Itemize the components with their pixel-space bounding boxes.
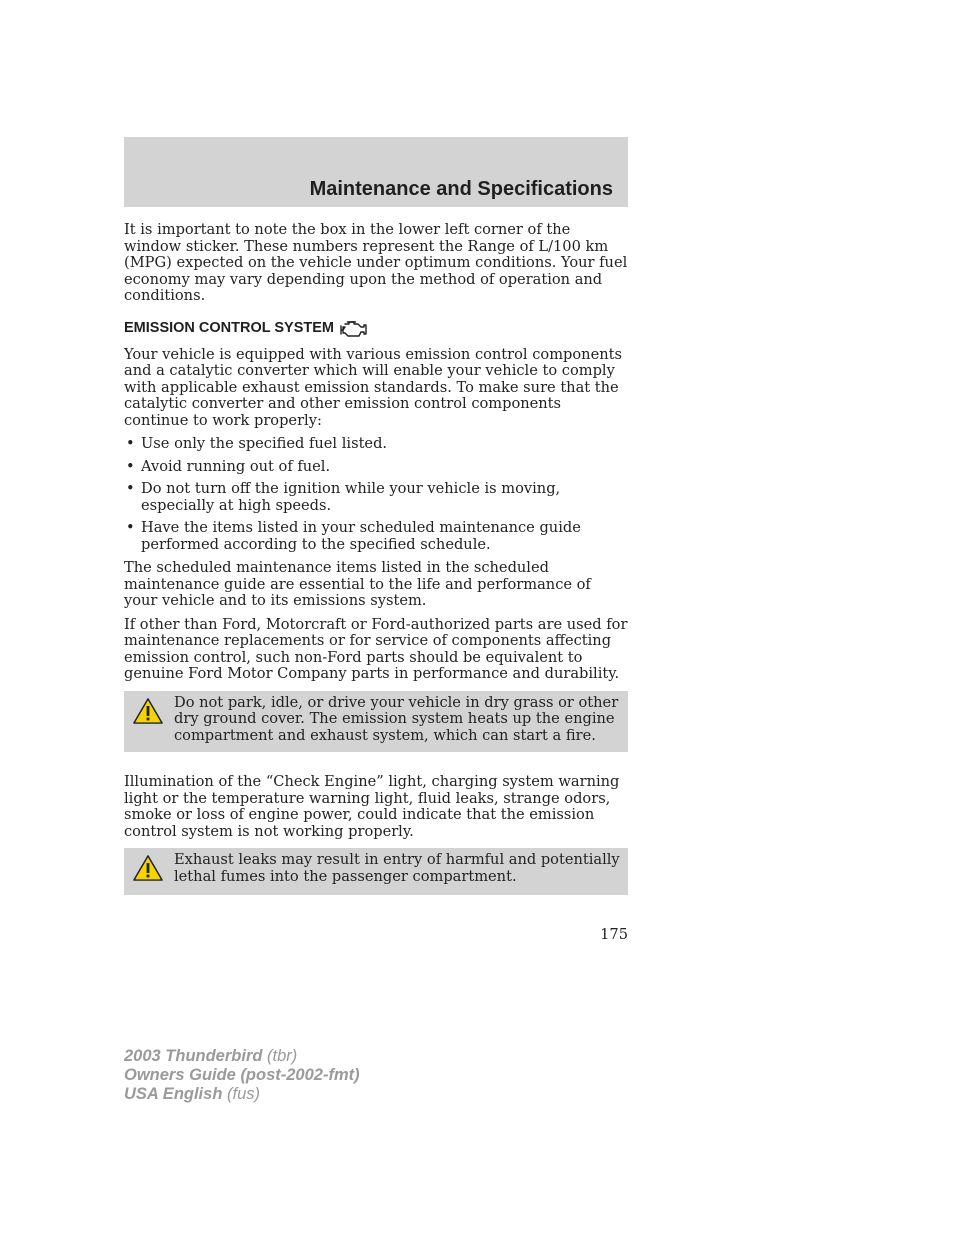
intro-paragraph: It is important to note the box in the lower left corner of the window sticker. These numbers represent the Range of L/100 km (MPG) expected on the vehicle under optimum conditions. Your fuel economy may vary depending upon the method of operation and conditions. <box>124 221 628 304</box>
list-item: • Do not turn off the ignition while your vehicle is moving, especially at high speeds. <box>124 481 628 514</box>
list-item: • Avoid running out of fuel. <box>124 459 628 476</box>
section-paragraph-1: Your vehicle is equipped with various emission control components and a catalytic converter which will enable your vehicle to comply with applicable exhaust emission standards. To make sure that the catalytic converter and other emission control components continue to work properly: <box>124 345 622 429</box>
section-header-band <box>124 137 628 207</box>
footer-model: 2003 Thunderbird <box>124 1047 263 1065</box>
footer-line-language <box>124 1085 360 1104</box>
page-title: Maintenance and Specifications <box>309 178 613 200</box>
document-footer <box>124 1047 360 1104</box>
bullet-list <box>124 436 628 553</box>
page-content <box>124 222 628 902</box>
section-paragraph-2: The scheduled maintenance items listed in the scheduled maintenance guide are essential to the life and performance of your vehicle and to its emissions system. <box>124 559 591 609</box>
footer-language-code: (fus) <box>227 1085 260 1103</box>
warning-text: Exhaust leaks may result in entry of harmful and potentially lethal fumes into the passenger compartment. <box>174 851 620 885</box>
footer-line-guide <box>124 1066 360 1085</box>
footer-guide: Owners Guide (post-2002-fmt) <box>124 1066 360 1084</box>
list-item: • Use only the specified fuel listed. <box>124 436 628 453</box>
footer-language: USA English <box>124 1085 223 1103</box>
check-engine-icon <box>338 319 368 339</box>
section-paragraph-4: Illumination of the “Check Engine” light, charging system warning light or the temperature warning light, fluid leaks, strange odors, smoke or loss of engine power, could indicate that the emission control system is not working properly. <box>124 773 620 840</box>
section-heading-text: EMISSION CONTROL SYSTEM <box>124 320 335 337</box>
warning-triangle-icon <box>132 854 164 887</box>
list-item: • Have the items listed in your scheduled maintenance guide performed according to the specified schedule. <box>124 520 628 553</box>
warning-box-fire <box>124 691 628 753</box>
warning-text: Do not park, idle, or drive your vehicle in dry grass or other dry ground cover. The emission system heats up the engine compartment and exhaust system, which can start a fire. <box>174 693 619 744</box>
section-paragraph-3: If other than Ford, Motorcraft or Ford-authorized parts are used for maintenance replacements or for service of components affecting emission control, such non-Ford parts should be equivalent to genuine Ford Motor Company parts in performance and durability. <box>124 615 628 682</box>
footer-model-code: (tbr) <box>267 1047 298 1065</box>
section-heading <box>124 319 628 339</box>
warning-box-exhaust <box>124 848 628 895</box>
page-number: 175 <box>600 926 628 943</box>
footer-line-model <box>124 1047 360 1066</box>
warning-triangle-icon <box>132 697 164 730</box>
